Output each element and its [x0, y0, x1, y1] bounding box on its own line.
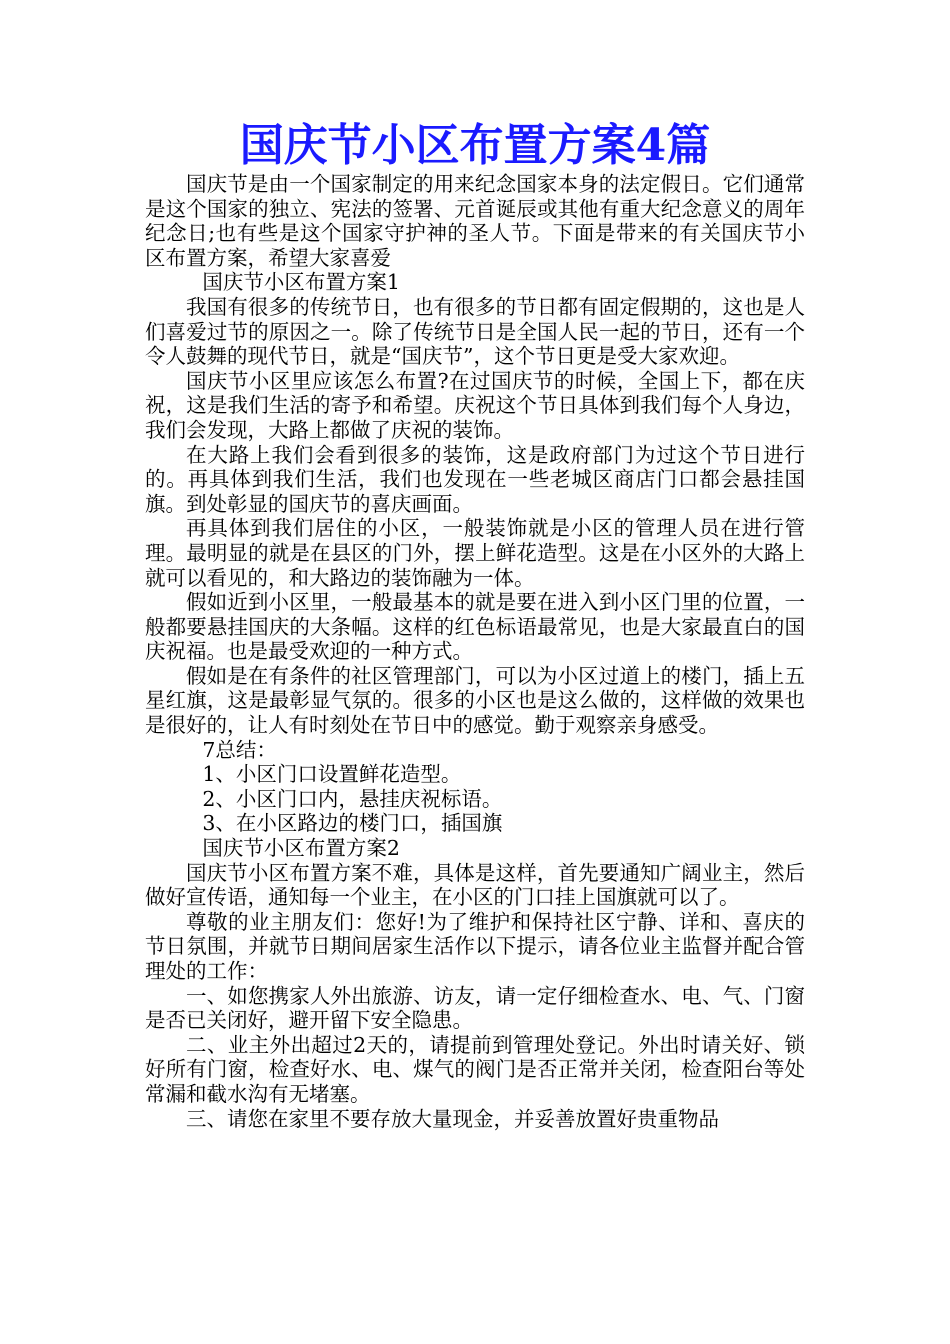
body-paragraph: 三、请您在家里不要存放大量现金，并妥善放置好贵重物品	[186, 1106, 719, 1131]
body-paragraph: 在大路上我们会看到很多的装饰，这是政府部门为过这个节日进行的。再具体到我们生活，我们也发现在一些老城区商店门口都会悬挂国旗。到处彰显的国庆节的喜庆画面。	[145, 442, 805, 516]
section-heading: 国庆节小区布置方案1	[202, 270, 400, 295]
body-paragraph: 尊敬的业主朋友们：您好!为了维护和保持社区宁静、详和、喜庆的节日氛围，并就节日期间居家生活作以下提示，请各位业主监督并配合管理处的工作：	[145, 909, 805, 983]
body-paragraph: 一、如您携家人外出旅游、访友，请一定仔细检查水、电、气、门窗是否已关闭好，避开留下安全隐患。	[145, 983, 805, 1033]
section-heading: 国庆节小区布置方案2	[202, 836, 400, 861]
list-item: 3、在小区路边的楼门口，插国旗	[202, 811, 503, 836]
body-paragraph: 二、业主外出超过2天的，请提前到管理处登记。外出时请关好、锁好所有门窗，检查好水、电、煤气的阀门是否正常并关闭，检查阳台等处常漏和截水沟有无堵塞。	[145, 1032, 805, 1106]
body-paragraph: 国庆节是由一个国家制定的用来纪念国家本身的法定假日。它们通常是这个国家的独立、宪法的签署、元首诞辰或其他有重大纪念意义的周年纪念日;也有些是这个国家守护神的圣人节。下面是带来的有关国庆节小区布置方案，希望大家喜爱	[145, 172, 805, 270]
body-paragraph: 再具体到我们居住的小区，一般装饰就是小区的管理人员在进行管理。最明显的就是在县区的门外，摆上鲜花造型。这是在小区外的大路上就可以看见的，和大路边的装饰融为一体。	[145, 516, 805, 590]
body-paragraph: 我国有很多的传统节日，也有很多的节日都有固定假期的，这也是人们喜爱过节的原因之一。除了传统节日是全国人民一起的节日，还有一个令人鼓舞的现代节日，就是“国庆节”，这个节日更是受大家欢迎。	[145, 294, 805, 369]
document-body	[145, 172, 805, 1131]
list-item: 1、小区门口设置鲜花造型。	[202, 762, 462, 787]
list-item: 7总结：	[202, 737, 277, 762]
body-paragraph: 国庆节小区里应该怎么布置?在过国庆节的时候，全国上下，都在庆祝，这是我们生活的寄予和希望。庆祝这个节日具体到我们每个人身边，我们会发现，大路上都做了庆祝的装饰。	[145, 368, 805, 442]
document-title: 国庆节小区布置方案4篇	[239, 120, 711, 171]
list-item: 2、小区门口内，悬挂庆祝标语。	[202, 786, 503, 811]
body-paragraph: 假如是在有条件的社区管理部门，可以为小区过道上的楼门，插上五星红旗，这是最彰显气氛的。很多的小区也是这么做的，这样做的效果也是很好的，让人有时刻处在节日中的感觉。勤于观察亲身感受。	[145, 663, 805, 738]
body-paragraph: 假如近到小区里，一般最基本的就是要在进入到小区门里的位置，一般都要悬挂国庆的大条幅。这样的红色标语最常见，也是大家最直白的国庆祝福。也是最受欢迎的一种方式。	[145, 590, 805, 664]
body-paragraph: 国庆节小区布置方案不难，具体是这样，首先要通知广阔业主，然后做好宣传语，通知每一个业主，在小区的门口挂上国旗就可以了。	[145, 860, 805, 910]
